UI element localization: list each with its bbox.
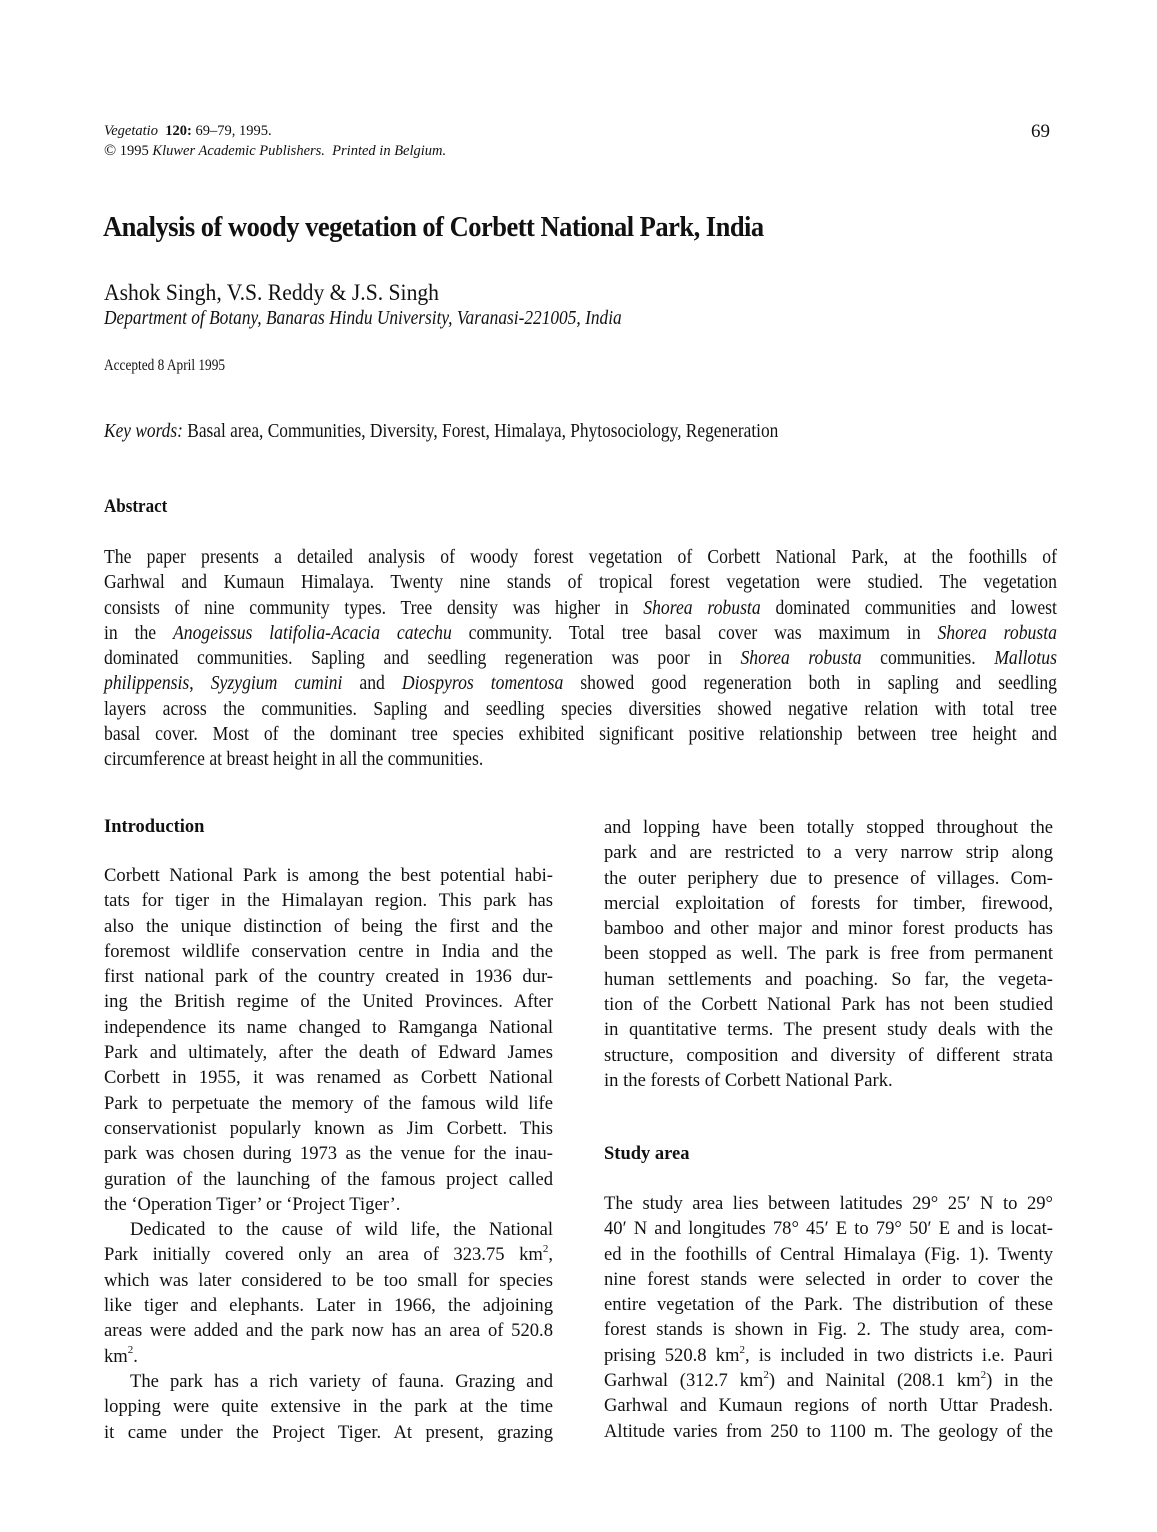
text-line: guration of the launching of the famous project called (104, 1168, 553, 1190)
abstract-line: The paper presents a detailed analysis of woody forest vegetation of Corbett National Park, at the foothills of (104, 547, 1057, 568)
abstract-line: dominated communities. Sapling and seedling regeneration was poor in Shorea robusta communities. Mallotus (104, 648, 1057, 670)
species-name: Shorea robusta (643, 597, 761, 619)
text-line: nine forest stands were selected in order to cover the (604, 1268, 1053, 1290)
text-line: Corbett in 1955, it was renamed as Corbett National (104, 1067, 553, 1089)
text-line: the ‘Operation Tiger’ or ‘Project Tiger’. (104, 1193, 401, 1215)
text-line: Garhwal (312.7 $km^2$) and Nainital (208.1 $km^2$) in the (604, 1368, 1053, 1392)
text-line: forest stands is shown in Fig. 2. The study area, com- (604, 1319, 1053, 1341)
keywords (104, 421, 778, 443)
species-name: Mallotus (994, 648, 1057, 670)
text-line: $km^2$. (104, 1344, 138, 1367)
text-line: bamboo and other major and minor forest products has (604, 918, 1053, 940)
publisher: Kluwer Academic Publishers. (152, 143, 325, 159)
affiliation: Department of Botany, Banaras Hindu University, Varanasi-221005, India (104, 308, 622, 329)
accepted-date: Accepted 8 April 1995 (104, 357, 226, 374)
text-line: 40′ N and longitudes 78° 45′ E to 79° 50′ E and is locat- (604, 1218, 1053, 1240)
species-name: Shorea robusta (740, 648, 862, 670)
text-line: tion of the Corbett National Park has not been studied (604, 994, 1053, 1016)
text-line: The study area lies between latitudes 29° 25′ N to 29° (604, 1193, 1053, 1214)
text-line: the outer periphery due to presence of villages. Com- (604, 867, 1053, 889)
text-line: areas were added and the park now has an area of 520.8 (104, 1320, 553, 1342)
text-line: Garhwal and Kumaun regions of north Uttar Pradesh. (604, 1395, 1053, 1417)
text-line: ing the British regime of the United Provinces. After (104, 991, 553, 1013)
keywords-text: Basal area, Communities, Diversity, Forest, Himalaya, Phytosociology, Regeneration (187, 421, 779, 442)
abstract-line: Garhwal and Kumaun Himalaya. Twenty nine stands of tropical forest vegetation were studied. The vegetation (104, 572, 1057, 594)
text-line: conservationist popularly known as Jim Corbett. This (104, 1117, 553, 1139)
text-line: first national park of the country created in 1936 dur- (104, 966, 553, 988)
text-line: entire vegetation of the Park. The distribution of these (604, 1294, 1053, 1316)
text-line: mercial exploitation of forests for timber, firewood, (604, 892, 1053, 914)
text-line: Altitude varies from 250 to 1100 m. The geology of the (604, 1420, 1053, 1442)
text-line: in the forests of Corbett National Park. (604, 1069, 893, 1091)
text-line: foremost wildlife conservation centre in India and the (104, 940, 553, 962)
paper-title: Analysis of woody vegetation of Corbett National Park, India (103, 212, 764, 243)
text-line: The park has a rich variety of fauna. Grazing and (130, 1370, 553, 1392)
text-line: in quantitative terms. The present study deals with the (604, 1019, 1053, 1041)
text-line: and lopping have been totally stopped throughout the (604, 817, 1053, 838)
page-number: 69 (1031, 121, 1050, 142)
abstract-line: basal cover. Most of the dominant tree species exhibited significant positive relationship between tree height and (104, 724, 1057, 746)
text-line: ed in the foothills of Central Himalaya (Fig. 1). Twenty (604, 1243, 1053, 1265)
species-name: Anogeissus latifolia-Acacia catechu (173, 622, 452, 644)
abstract-heading: Abstract (104, 497, 168, 517)
text-line: Dedicated to the cause of wild life, the National (130, 1219, 553, 1241)
journal-volume: 120: (165, 123, 192, 139)
authors: Ashok Singh, V.S. Reddy & J.S. Singh (104, 280, 439, 306)
keywords-label: Key words: (104, 421, 183, 442)
study-area-paragraph (604, 1191, 1053, 1444)
species-name: Syzygium cumini (210, 673, 343, 695)
copyright-year: 1995 (119, 143, 149, 159)
text-line: human settlements and poaching. So far, the vegeta- (604, 968, 1053, 990)
copyright-icon: © (104, 142, 117, 159)
journal-citation (104, 121, 272, 141)
text-line: been stopped as well. The park is free from permanent (604, 943, 1053, 965)
abstract-line: philippensis, Syzygium cumini and Diospyros tomentosa showed good regeneration both in sapling and seedling (104, 673, 1057, 695)
journal-pages-year: 69–79, 1995. (195, 123, 272, 139)
text-line: park and are restricted to a very narrow strip along (604, 842, 1053, 864)
text-line: Park to perpetuate the memory of the famous wild life (104, 1092, 553, 1114)
text-line: lopping were quite extensive in the park at the time (104, 1396, 553, 1418)
text-line: prising 520.8 $km^2$, is included in two districts i.e. Pauri (604, 1343, 1053, 1366)
abstract-line: layers across the communities. Sapling and seedling species diversities showed negative relation with total tree (104, 698, 1057, 720)
text-line: which was later considered to be too small for species (104, 1269, 553, 1291)
abstract-line: circumference at breast height in all the communities. (104, 749, 484, 771)
copyright-line (104, 141, 446, 161)
text-line: park was chosen during 1973 as the venue for the inau- (104, 1143, 553, 1165)
study-area-heading: Study area (604, 1144, 690, 1164)
text-line: structure, composition and diversity of different strata (604, 1044, 1053, 1066)
species-name: philippensis (104, 673, 190, 695)
text-line: also the unique distinction of being the first and the (104, 915, 553, 937)
journal-name: Vegetatio (104, 123, 158, 139)
text-line: Park and ultimately, after the death of Edward James (104, 1042, 553, 1064)
species-name: Shorea robusta (937, 622, 1057, 644)
introduction-heading: Introduction (104, 817, 205, 837)
abstract-line: in the Anogeissus latifolia-Acacia catechu community. Total tree basal cover was maximum in Shorea robusta (104, 622, 1057, 644)
introduction-paragraph-1 (104, 863, 553, 1445)
text-line: Park initially covered only an area of 323.75 $km^2$, (104, 1243, 553, 1266)
printed-in: Printed in Belgium. (332, 143, 447, 159)
text-line: independence its name changed to Ramganga National (104, 1016, 553, 1038)
text-line: Corbett National Park is among the best potential habi- (104, 865, 553, 886)
species-name: Diospyros tomentosa (401, 673, 564, 695)
text-line: it came under the Project Tiger. At present, grazing (104, 1421, 553, 1443)
introduction-continued (604, 815, 1053, 1093)
abstract-body (104, 545, 1057, 773)
text-line: like tiger and elephants. Later in 1966, the adjoining (104, 1295, 553, 1317)
abstract-line: consists of nine community types. Tree density was higher in Shorea robusta dominated communities and lowest (104, 597, 1057, 619)
text-line: tats for tiger in the Himalayan region. This park has (104, 890, 553, 912)
